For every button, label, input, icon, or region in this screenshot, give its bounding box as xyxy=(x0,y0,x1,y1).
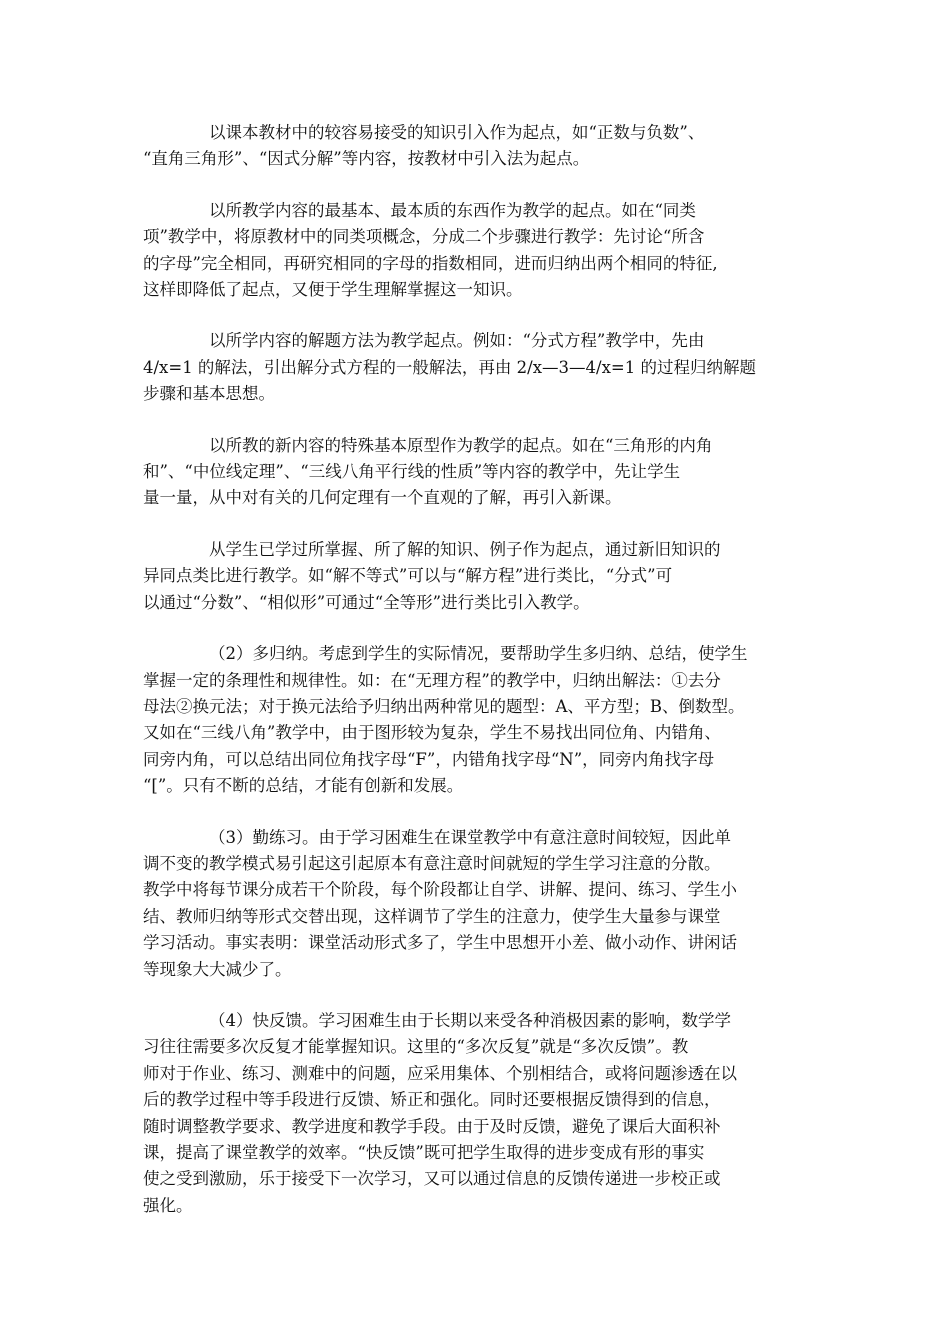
paragraph-start-from-solving-method: 以所学内容的解题方法为教学起点。例如：“分式方程”教学中，先由 4/x=1 的解法，引出解分式方程的一般解法，再由 2/x—3—4/x=1 的过程归纳解题 步骤和基本思想。 xyxy=(143,331,756,404)
paragraph-start-from-basics: 以所教学内容的最基本、最本质的东西作为教学的起点。如在“同类 项”教学中，将原教材中的同类项概念，分成二个步骤进行教学：先讨论“所含 的字母”完全相同，再研究相同的字母的指数相同，进而归纳出两个相同的特征, 这样即降低了起点，又便于学生理解掌握这一知识。 xyxy=(143,200,718,300)
paragraph-fast-feedback: （4）快反馈。学习困难生由于长期以来受各种消极因素的影响，数学学 习往往需要多次反复才能掌握知识。这里的“多次反复”就是“多次反馈”。教 师对于作业、练习、测难中的问题，应采用集体、个别相结合，或将问题渗透在以 后的教学过程中等手段进行反馈、矫正和强化。同时还要根据反馈得到的信息， 随时调整教学要求、教学进度和教学手段。由于及时反馈，避免了课后大面积补 课，提高了课堂教学的效率。“快反馈”既可把学生取得的进步变成有形的事实 使之受到激励，乐于接受下一次学习，又可以通过信息的反馈传递进一步校正或 强化。 xyxy=(143,1010,737,1215)
paragraph-summarize-more: （2）多归纳。考虑到学生的实际情况，要帮助学生多归纳、总结，使学生 掌握一定的条理性和规律性。如：在“无理方程”的教学中，归纳出解法：①去分 母法②换元法；对于换元法给予归纳出两种常见的题型：A、平方型；B、倒数型。 又如在“三线八角”教学中，由于图形较为复杂，学生不易找出同位角、内错角、 同旁内角，可以总结出同位角找字母“F”，内错角找字母“N”，同旁内角找字母 “[”。只有不断的总结，才能有创新和发展。 xyxy=(143,644,748,796)
paragraph-start-from-prototype: 以所教的新内容的特殊基本原型作为教学的起点。如在“三角形的内角 和”、“中位线定理”、“三线八角平行线的性质”等内容的教学中，先让学生 量一量，从中对有关的几何定理有一个直观的了解，再引入新课。 xyxy=(143,435,713,508)
paragraph-start-from-prior-knowledge: 从学生已学过所掌握、所了解的知识、例子作为起点，通过新旧知识的 异同点类比进行教学。如“解不等式”可以与“解方程”进行类比，“分式”可 以通过“分数”、“相似形”可通过“全等形”进行类比引入教学。 xyxy=(143,539,721,612)
paragraph-start-from-textbook: 以课本教材中的较容易接受的知识引入作为起点，如“正数与负数”、 “直角三角形”、“因式分解”等内容，按教材中引入法为起点。 xyxy=(143,123,705,169)
document-body xyxy=(143,120,810,1244)
paragraph-practice-more: （3）勤练习。由于学习困难生在课堂教学中有意注意时间较短，因此单 调不变的教学模式易引起这引起原本有意注意时间就短的学生学习注意的分散。 教学中将每节课分成若干个阶段，每个阶段都让自学、讲解、提问、练习、学生小 结、教师归纳等形式交替出现，这样调节了学生的注意力，使学生大量参与课堂 学习活动。事实表明：课堂活动形式多了，学生中思想开小差、做小动作、讲闲话 等现象大大减少了。 xyxy=(143,827,737,979)
